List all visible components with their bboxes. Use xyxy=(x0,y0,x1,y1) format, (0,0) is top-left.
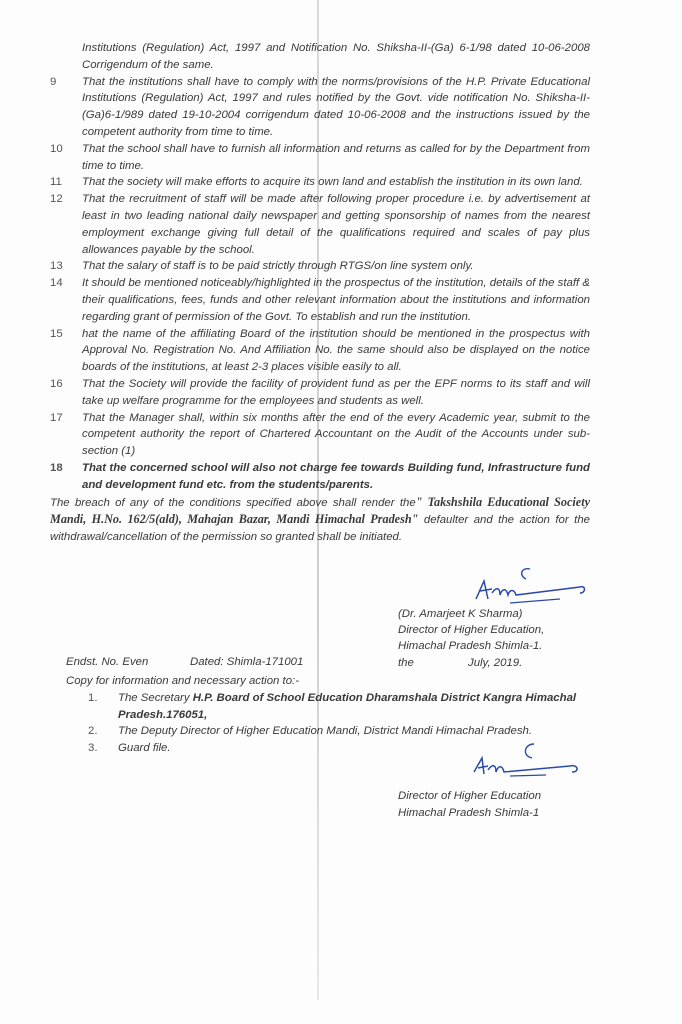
endorsement-number: Endst. No. Even xyxy=(66,656,149,668)
breach-paragraph xyxy=(50,494,590,546)
condition-text: That the salary of staff is to be paid strictly through RTGS/on line system only. xyxy=(82,260,474,273)
condition-text: That the recruitment of staff will be made after following proper procedure i.e. by advertisement at least in two leading national daily newspaper and getting sponsorship of names from the nearest employment exchange giving full detail of the qualifications required and scales of pay plus allowances payable by the school. xyxy=(82,193,590,256)
condition-number: 15 xyxy=(50,327,63,340)
signature-icon xyxy=(470,565,590,609)
recipient-prefix: The Deputy Director of Higher Education Mandi, District Mandi Himachal Pradesh. xyxy=(118,725,533,738)
recipient-number: 3. xyxy=(88,742,98,755)
condition-number: 14 xyxy=(50,277,63,290)
recipient-number: 1. xyxy=(88,691,98,704)
copy-heading: Copy for information and necessary action to:- xyxy=(66,675,299,687)
recipient-item xyxy=(66,723,606,740)
condition-item xyxy=(50,410,590,460)
breach-suffix: defaulter and the action for the withdrawal/cancellation of the permission so granted shall be initiated. xyxy=(50,514,590,544)
condition-text: That the concerned school will also not charge fee towards Building fund, Infrastructure fund and development fund etc. from the students/parents. xyxy=(82,461,590,491)
date-value: July, 2019. xyxy=(468,656,523,669)
signatory-designation: Director of Higher Education, xyxy=(398,624,545,637)
breach-prefix: The breach of any of the conditions specified above shall render the xyxy=(50,496,416,509)
condition-item xyxy=(50,141,590,175)
conditions-section xyxy=(50,40,590,557)
recipient-prefix: The Secretary xyxy=(118,691,193,704)
intro-continuation xyxy=(50,40,590,74)
recipient-bold: H.P. Board of School Education Dharamshala District Kangra Himachal Pradesh.176051, xyxy=(118,691,577,721)
condition-number: 12 xyxy=(50,193,63,206)
intro-text: Institutions (Regulation) Act, 1997 and Notification No. Shiksha-II-(Ga) 6-1/98 dated 10-06-2008 Corrigendum of the same. xyxy=(82,42,590,71)
footer-office: Himachal Pradesh Shimla-1 xyxy=(398,807,540,819)
condition-text: It should be mentioned noticeably/highlighted in the prospectus of the institution, details of the staff & their qualifications, fees, funds and other relevant information about the institutions and information regarding grant of permission of the Govt. To establish and run the institution. xyxy=(82,277,590,323)
condition-item xyxy=(50,74,590,141)
signatory-office: Himachal Pradesh Shimla-1. xyxy=(398,640,543,653)
condition-number: 16 xyxy=(50,377,63,390)
condition-text: That the society will make efforts to acquire its own land and establish the institution in its own land. xyxy=(82,176,583,189)
condition-text: That the Manager shall, within six months after the end of the every Academic year, submit to the competent authority the report of Chartered Accountant on the Audit of the Accounts under sub-section (1) xyxy=(82,411,590,458)
signatory-block xyxy=(398,606,544,671)
condition-number: 11 xyxy=(50,176,62,189)
recipient-item xyxy=(66,690,606,724)
recipient-prefix: Guard file. xyxy=(118,742,171,755)
signature-icon xyxy=(470,742,590,786)
condition-item xyxy=(50,174,590,191)
condition-item xyxy=(50,258,590,275)
condition-number: 18 xyxy=(50,461,63,474)
condition-text: That the institutions shall have to comply with the norms/provisions of the H.P. Private Educational Institutions (Regulation) Act, 1997 and rules notified by the Govt. vide notification No. Shiksha-II-(Ga)6-1/989 dated 19-10-2004 corrigendum dated 10-06-2008 and the instructions issued by the competent authority from time to time. xyxy=(82,75,590,138)
society-name: " Takshshila Educational Society Mandi, H.No. 162/5(ald), Mahajan Bazar, Mandi Himachal Pradesh" xyxy=(50,494,591,527)
footer-signatory-block xyxy=(398,788,541,822)
condition-text: hat the name of the affiliating Board of the institution should be mentioned in the prospectus with Approval No. Registration No. And Affiliation No. the same should also be displayed on the notice boards of the institutions, at least 2-3 places visible easily to all. xyxy=(82,327,590,374)
condition-text: That the school shall have to furnish all information and returns as called for by the Department from time to time. xyxy=(82,142,590,172)
endorsement-dated: Dated: Shimla-171001 xyxy=(190,656,304,668)
condition-item xyxy=(50,275,590,325)
condition-number: 13 xyxy=(50,260,63,273)
signatory-name: (Dr. Amarjeet K Sharma) xyxy=(398,608,523,620)
footer-designation: Director of Higher Education xyxy=(398,790,542,802)
date-prefix: the xyxy=(398,656,414,669)
condition-item xyxy=(50,376,590,410)
condition-item xyxy=(50,191,590,258)
condition-text: That the Society will provide the facility of provident fund as per the EPF norms to its staff and will take up welfare programme for the employees and students as well. xyxy=(82,377,590,407)
condition-item xyxy=(50,326,590,376)
condition-number: 17 xyxy=(50,411,63,424)
endorsement-line xyxy=(66,656,303,668)
condition-number: 10 xyxy=(50,142,63,155)
recipient-number: 2. xyxy=(88,725,98,738)
signatory-date-line xyxy=(398,655,544,671)
condition-number: 9 xyxy=(50,75,57,88)
condition-item-bold xyxy=(50,460,590,494)
